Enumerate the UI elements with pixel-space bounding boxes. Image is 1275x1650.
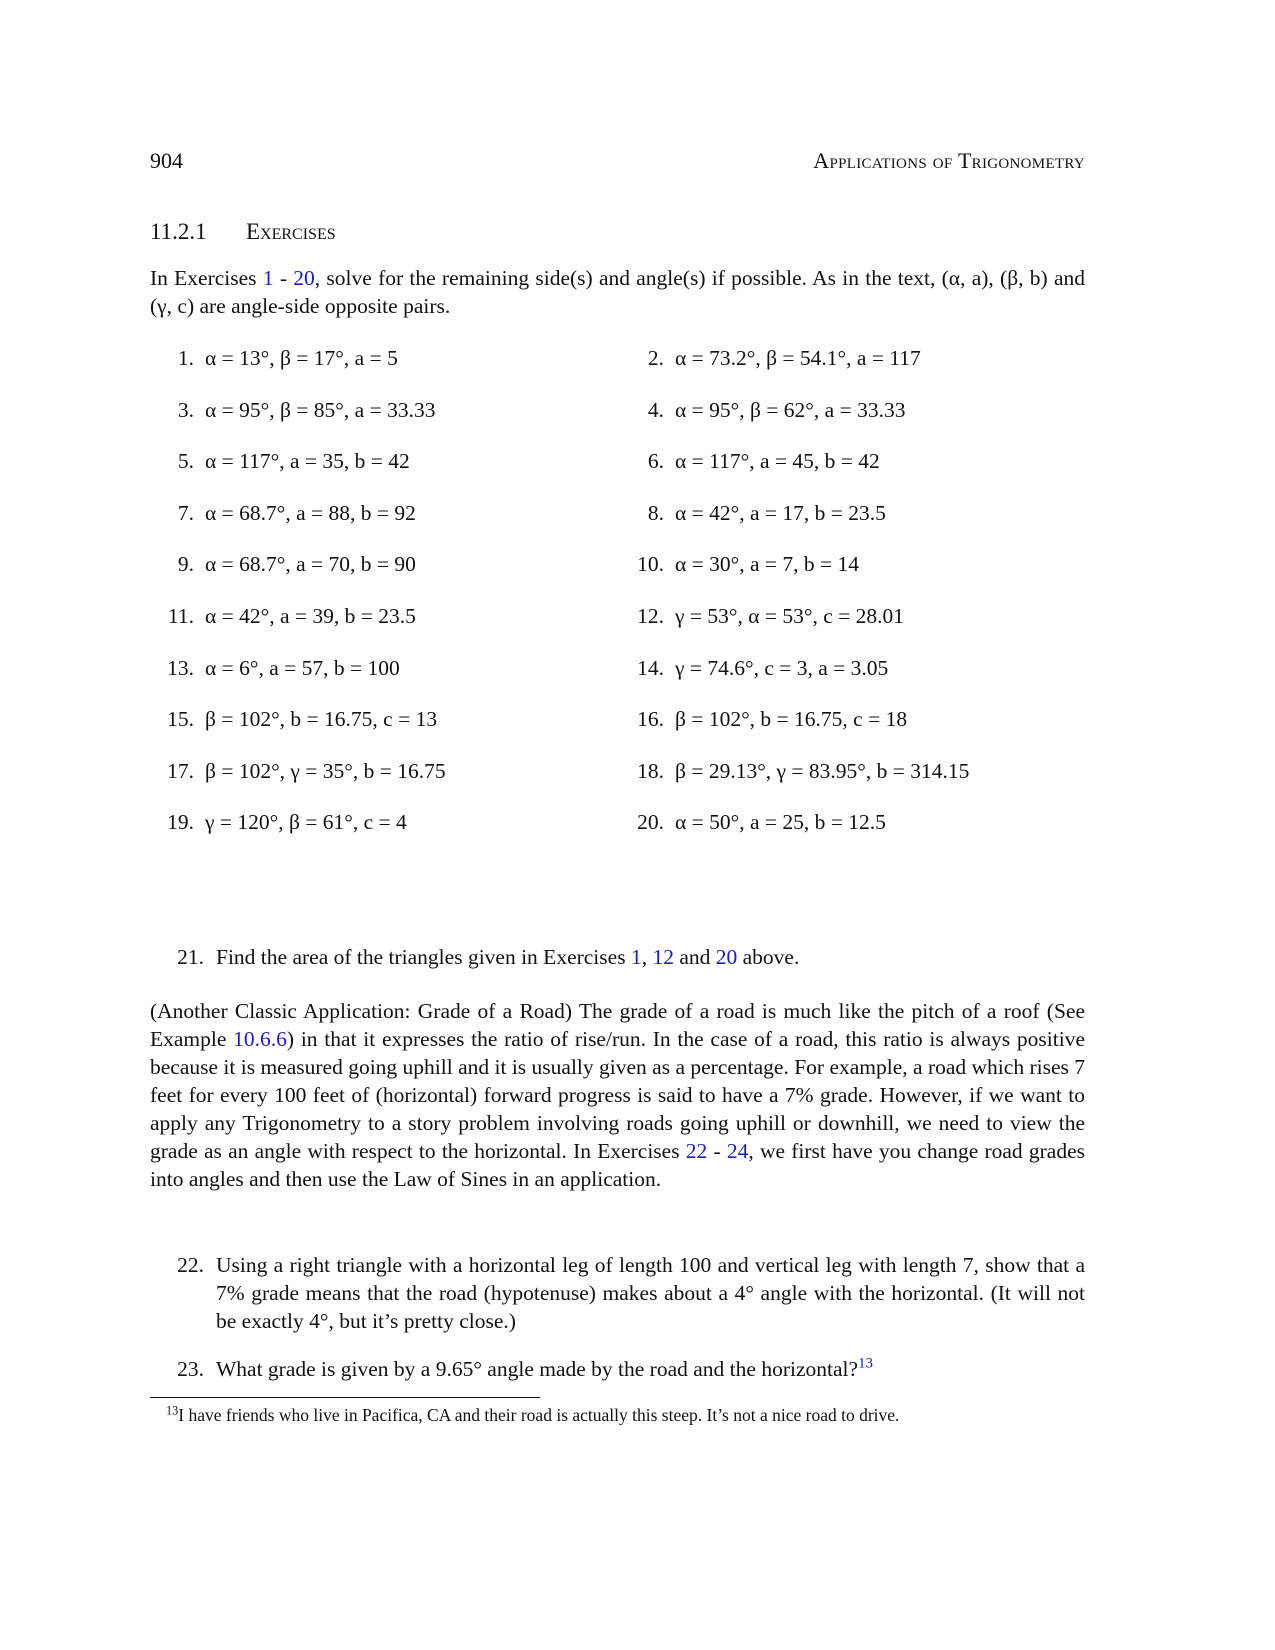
footnote-text: I have friends who live in Pacifica, CA and their road is actually this steep. It’s not a nice road to drive. — [178, 1405, 900, 1425]
exercise-22 — [160, 1251, 1085, 1335]
exercise-item — [150, 604, 416, 629]
exercise-number: 9. — [177, 552, 194, 577]
link-exercise-20[interactable]: 20 — [293, 266, 315, 290]
exercise-number: 18. — [637, 758, 664, 783]
exercise-22-text: Using a right triangle with a horizontal leg of length 100 and vertical leg with length 7, show that a 7% grade means that the road (hypotenuse) makes about a 4° angle with the horizontal. (It will not be exactly 4°, but it’s pretty close.) — [216, 1253, 1085, 1333]
exercise-givens: β = 29.13°, γ = 83.95°, b = 314.15 — [675, 758, 970, 783]
exercise-row — [150, 656, 1085, 686]
exercise-givens: β = 102°, γ = 35°, b = 16.75 — [205, 758, 446, 783]
exercise-givens: α = 50°, a = 25, b = 12.5 — [675, 810, 886, 835]
exercise-item — [150, 759, 446, 784]
paragraph-text: , we first have you change road grades into angles and then use the Law of Sines in an application. — [150, 1139, 1085, 1191]
exercise-23-text: What grade is given by a 9.65° angle made by the road and the horizontal? — [216, 1357, 859, 1381]
intro-text: In Exercises — [150, 266, 263, 290]
exercise-21-text-end: above. — [737, 945, 800, 969]
exercise-givens: α = 73.2°, β = 54.1°, a = 117 — [675, 346, 921, 370]
intro-paragraph — [150, 264, 1085, 320]
exercise-21-text: Find the area of the triangles given in Exercises — [216, 945, 631, 969]
exercise-item — [620, 346, 921, 371]
exercise-row — [150, 707, 1085, 737]
footnote-marker: 13 — [166, 1403, 179, 1418]
link-exercise-24[interactable]: 24 — [726, 1139, 749, 1163]
exercise-item — [150, 810, 407, 835]
paragraph-text: (Another Classic Application: Grade of a Road) The grade of a road is much like the pitch of a roof (See Example — [150, 999, 1085, 1051]
exercise-item — [620, 398, 905, 423]
exercise-21 — [160, 943, 1085, 971]
exercise-number: 22. — [177, 1253, 204, 1277]
exercise-item — [150, 346, 398, 371]
exercise-item — [620, 810, 886, 835]
exercise-givens: α = 6°, a = 57, b = 100 — [205, 655, 400, 680]
link-exercise-1-ref[interactable]: 1 — [630, 945, 642, 969]
exercise-givens: β = 102°, b = 16.75, c = 18 — [675, 707, 908, 732]
exercise-row — [150, 810, 1085, 840]
running-title: Applications of Trigonometry — [813, 148, 1085, 173]
exercise-givens: γ = 74.6°, c = 3, a = 3.05 — [675, 655, 889, 680]
exercise-item — [150, 656, 400, 681]
exercise-givens: α = 13°, β = 17°, a = 5 — [205, 346, 398, 370]
exercise-row — [150, 552, 1085, 582]
separator: and — [673, 945, 716, 969]
intro-text-rest: , solve for the remaining side(s) and angle(s) if possible. As in the text, (α, a), (β, b) and (γ, c) are angle-side opposite pairs. — [150, 266, 1085, 318]
exercise-givens: γ = 53°, α = 53°, c = 28.01 — [675, 604, 905, 628]
link-example-10-6-6[interactable]: 10.6.6 — [233, 1027, 287, 1051]
exercise-item — [620, 656, 888, 681]
paragraph-dash: - — [707, 1139, 727, 1163]
exercise-number: 5. — [177, 449, 194, 474]
exercise-item — [150, 552, 416, 577]
exercise-givens: α = 42°, a = 39, b = 23.5 — [205, 604, 416, 628]
exercise-number: 3. — [177, 397, 194, 422]
exercise-number: 21. — [177, 945, 204, 969]
exercise-givens: α = 30°, a = 7, b = 14 — [675, 552, 860, 577]
exercise-number: 11. — [167, 604, 194, 628]
footnote — [166, 1405, 899, 1426]
exercise-item — [150, 449, 410, 474]
exercise-givens: α = 95°, β = 85°, a = 33.33 — [205, 397, 436, 422]
exercise-givens: α = 42°, a = 17, b = 23.5 — [675, 500, 886, 525]
exercise-number: 12. — [637, 604, 664, 628]
link-exercise-22[interactable]: 22 — [685, 1139, 708, 1163]
link-exercise-1[interactable]: 1 — [262, 266, 274, 290]
exercise-number: 14. — [637, 655, 664, 680]
section-heading — [150, 219, 336, 245]
exercise-item — [620, 759, 969, 784]
exercise-number: 17. — [167, 758, 194, 783]
exercise-item — [620, 552, 859, 577]
exercise-number: 2. — [647, 346, 664, 370]
exercise-givens: α = 117°, a = 45, b = 42 — [675, 449, 880, 474]
exercise-givens: α = 117°, a = 35, b = 42 — [205, 449, 410, 474]
exercise-row — [150, 501, 1085, 531]
intro-dash: - — [273, 266, 294, 290]
exercise-number: 23. — [177, 1357, 204, 1381]
separator: , — [641, 945, 653, 969]
exercise-item — [620, 707, 907, 732]
paragraph-text: ) in that it expresses the ratio of rise/run. In the case of a road, this ratio is always positive because it is measured going uphill and it is usually given as a percentage. For example, a road which rises 7 feet for every 100 feet of (horizontal) forward progress is said to have a 7% grade. However, if we want to apply any Trigonometry to a story problem involving roads going uphill or downhill, we need to view the grade as an angle with respect to the horizontal. In Exercises — [150, 1027, 1085, 1163]
exercise-row — [150, 759, 1085, 789]
exercise-number: 13. — [167, 655, 194, 680]
exercise-number: 19. — [167, 810, 194, 835]
exercise-row — [150, 398, 1085, 428]
exercise-number: 6. — [647, 449, 664, 474]
page-number: 904 — [150, 148, 183, 173]
road-grade-paragraph — [150, 997, 1085, 1193]
exercise-givens: β = 102°, b = 16.75, c = 13 — [205, 707, 438, 732]
exercise-givens: α = 95°, β = 62°, a = 33.33 — [675, 397, 906, 422]
exercise-number: 8. — [647, 500, 664, 525]
exercise-number: 10. — [637, 552, 664, 577]
exercise-givens: α = 68.7°, a = 70, b = 90 — [205, 552, 416, 577]
link-exercise-12-ref[interactable]: 12 — [652, 945, 674, 969]
section-number: 11.2.1 — [150, 219, 207, 244]
exercise-number: 16. — [637, 707, 664, 732]
exercise-item — [620, 501, 886, 526]
exercise-number: 1. — [177, 346, 194, 370]
exercise-row — [150, 449, 1085, 479]
section-title: Exercises — [246, 219, 336, 244]
footnote-divider — [150, 1397, 540, 1398]
exercise-givens: γ = 120°, β = 61°, c = 4 — [205, 810, 407, 835]
exercise-number: 20. — [637, 810, 664, 835]
exercise-givens: α = 68.7°, a = 88, b = 92 — [205, 500, 416, 525]
exercise-23 — [160, 1355, 1085, 1383]
exercise-row — [150, 346, 1085, 376]
exercise-number: 15. — [167, 707, 194, 732]
footnote-ref-13[interactable]: 13 — [858, 1355, 874, 1372]
exercise-row — [150, 604, 1085, 634]
exercise-number: 4. — [647, 397, 664, 422]
exercise-number: 7. — [177, 500, 194, 525]
exercise-item — [150, 501, 416, 526]
exercise-item — [150, 398, 435, 423]
exercise-item — [620, 604, 904, 629]
link-exercise-20-ref[interactable]: 20 — [715, 945, 738, 969]
exercise-item — [620, 449, 880, 474]
exercise-item — [150, 707, 437, 732]
